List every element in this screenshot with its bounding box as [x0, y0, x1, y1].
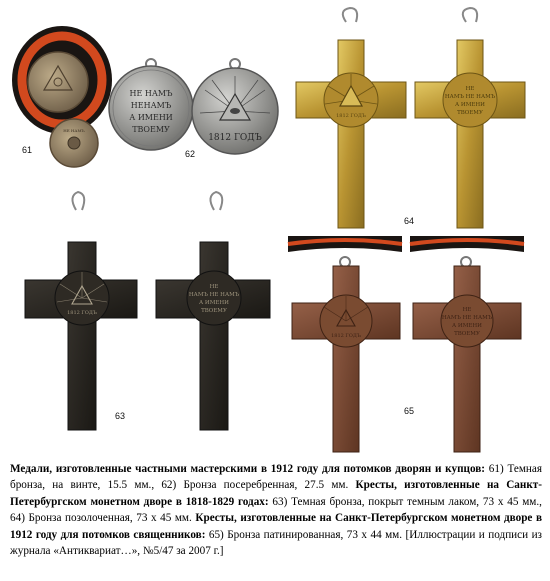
medal-61-obverse [12, 26, 112, 134]
svg-text:А ИМЕНИ: А ИМЕНИ [129, 113, 173, 122]
caption-text-crosses-1912: 65) Бронза патинированная, 73 х 44 мм. [205, 528, 403, 541]
caption-source-note: [Иллюстрации и подписи из журнала «Антиквариат…», №5/47 за 2007 г.] [10, 528, 542, 558]
medal-62-obverse [192, 59, 278, 154]
svg-text:1812 ГОДЪ: 1812 ГОДЪ [67, 310, 97, 316]
svg-text:НАМЪ НЕ НАМЪ: НАМЪ НЕ НАМЪ [188, 292, 240, 298]
medal-62-reverse [109, 59, 193, 150]
figure-number-64: 64 [404, 216, 415, 226]
svg-text:НЕ: НЕ [209, 284, 219, 290]
svg-text:ТВОЕМУ: ТВОЕМУ [454, 331, 480, 337]
svg-text:ТВОЕМУ: ТВОЕМУ [457, 110, 483, 116]
figure-number-65: 65 [404, 406, 415, 416]
caption-heading-medals: Медали, изготовленные частными мастерскими в 1912 году для потомков дворян и купцов: [10, 463, 486, 475]
svg-text:ТВОЕМУ: ТВОЕМУ [132, 125, 170, 134]
svg-text:НАМЪ НЕ НАМЪ: НАМЪ НЕ НАМЪ [441, 315, 493, 321]
medal-61-reverse [50, 119, 98, 167]
figure-number-63: 63 [115, 411, 126, 421]
cross-63-reverse [156, 192, 270, 430]
svg-text:А ИМЕНИ: А ИМЕНИ [199, 300, 229, 306]
svg-text:НЕ НАМЪ: НЕ НАМЪ [63, 128, 85, 133]
caption-heading-crosses-1912: Кресты, изготовленные на Санкт-Петербургском монетном дворе в 1912 году для потомков священников: [10, 512, 542, 541]
figure-number-61: 61 [22, 145, 33, 155]
svg-text:ТВОЕМУ: ТВОЕМУ [201, 308, 227, 314]
figure-caption [10, 461, 542, 559]
svg-text:НЕ: НЕ [462, 307, 472, 313]
caption-heading-crosses-1818: Кресты, изготовленные на Санкт-Петербургском монетном дворе в 1818-1829 годах: [10, 479, 543, 508]
svg-text:1812 ГОДЪ: 1812 ГОДЪ [336, 113, 366, 119]
svg-text:1812 ГОДЪ: 1812 ГОДЪ [331, 333, 361, 339]
svg-text:А ИМЕНИ: А ИМЕНИ [455, 102, 485, 108]
svg-text:НЕ НАМЪ: НЕ НАМЪ [129, 89, 173, 98]
cross-64-reverse [415, 8, 525, 228]
caption-text-crosses-1818: 63) Темная бронза, покрыт темным лаком, 73 х 45 мм., 64) Бронза позолоченная, 73 х 45 мм. [10, 495, 542, 525]
svg-text:А ИМЕНИ: А ИМЕНИ [452, 323, 482, 329]
figure-number-62: 62 [185, 149, 196, 159]
cross-65-reverse [410, 236, 524, 452]
cross-65-obverse [288, 236, 402, 452]
cross-64-obverse [296, 8, 406, 228]
svg-text:1812 ГОДЪ: 1812 ГОДЪ [208, 133, 262, 143]
svg-text:НЕНАМЪ: НЕНАМЪ [130, 101, 172, 110]
svg-text:НЕ: НЕ [465, 86, 475, 92]
svg-text:НАМЪ НЕ НАМЪ: НАМЪ НЕ НАМЪ [444, 94, 496, 100]
cross-63-obverse [25, 192, 137, 430]
caption-text-medals: 61) Темная бронза, на винте, 15.5 мм., 62) Бронза посеребренная, 27.5 мм. [10, 463, 542, 492]
